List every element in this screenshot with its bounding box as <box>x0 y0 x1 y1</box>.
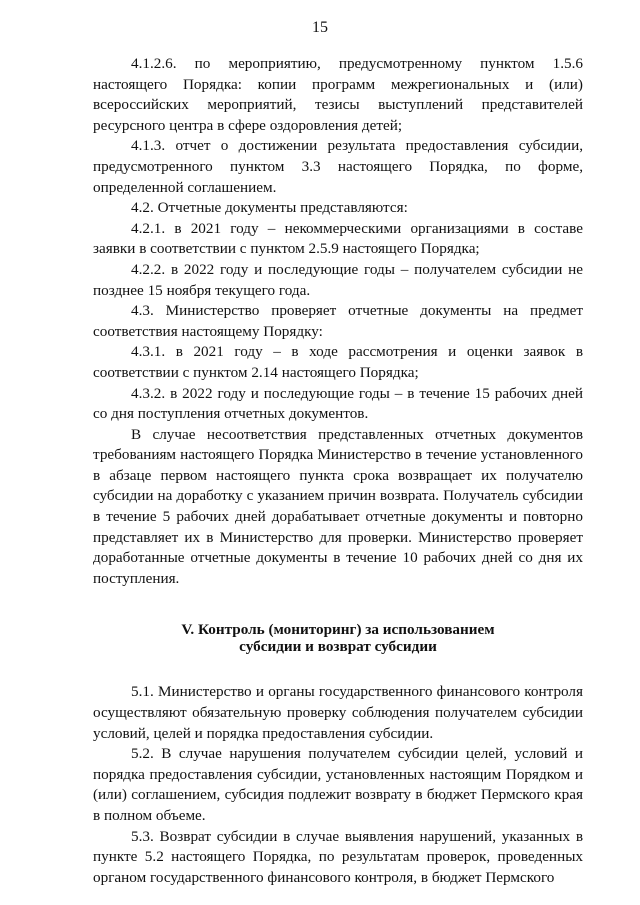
paragraph-nonconformity: В случае несоответствия представленных отчетных документов требованиям настоящего Порядка Министерство в течение установленного в абзаце первом настоящего пункта срока возвращает их получателю субсидии на доработку с указанием причин возврата. Получатель субсидии в течение 5 рабочих дней дорабатывает отчетные документы и повторно представляет их в Министерство для проверки. Министерство проверяет доработанные отчетные документы в течение 10 рабочих дней со дня их поступления. <box>93 425 583 587</box>
paragraph-4-2-1: 4.2.1. в 2021 году – некоммерческими организациями в составе заявки в соответствии с пунктом 2.5.9 настоящего Порядка; <box>93 219 583 258</box>
paragraph-4-3-1: 4.3.1. в 2021 году – в ходе рассмотрения и оценки заявок в соответствии с пунктом 2.14 настоящего Порядка; <box>93 343 583 381</box>
section-spacer <box>93 655 583 682</box>
paragraph-4-1-2-6: 4.1.2.6. по мероприятию, предусмотренному пунктом 1.5.6 настоящего Порядка: копии программ межрегиональных и (или) всероссийских мероприятий, тезисы выступлений представителей ресурсного центра в сфере оздоровления детей; <box>93 55 583 134</box>
page-number: 15 <box>312 19 328 36</box>
section-title-line-2: субсидии и возврат субсидии <box>239 638 437 656</box>
document-body <box>93 54 583 888</box>
paragraph-5-1: 5.1. Министерство и органы государственного финансового контроля осуществляют обязательную проверку соблюдения получателем субсидии условий, целей и порядка предоставления субсидии. <box>93 683 583 742</box>
paragraph-4-3-2: 4.3.2. в 2022 году и последующие годы – в течение 15 рабочих дней со дня поступления отчетных документов. <box>93 384 583 423</box>
paragraph-4-1-3: 4.1.3. отчет о достижении результата предоставления субсидии, предусмотренного пунктом 3.3 настоящего Порядка, по форме, определенной соглашением. <box>93 137 583 196</box>
section-title-line-1: V. Контроль (мониторинг) за использованием <box>181 621 495 639</box>
paragraph-5-3: 5.3. Возврат субсидии в случае выявления нарушений, указанных в пункте 5.2 настоящего Порядка, по результатам проверок, проведенных органом государственного финансового контроля, в бюджет Пермского <box>93 827 583 886</box>
paragraph-4-3: 4.3. Министерство проверяет отчетные документы на предмет соответствия настоящему Порядку: <box>93 302 583 340</box>
paragraph-4-2: 4.2. Отчетные документы представляются: <box>131 199 408 217</box>
paragraph-4-2-2: 4.2.2. в 2022 году и последующие годы – получателем субсидии не позднее 15 ноября текущего года. <box>93 260 583 299</box>
section-spacer <box>93 589 583 621</box>
paragraph-5-2: 5.2. В случае нарушения получателем субсидии целей, условий и порядка предоставления субсидии, установленных настоящим Порядком и (или) соглашением, субсидия подлежит возврату в бюджет Пермского края в полном объеме. <box>93 745 583 824</box>
